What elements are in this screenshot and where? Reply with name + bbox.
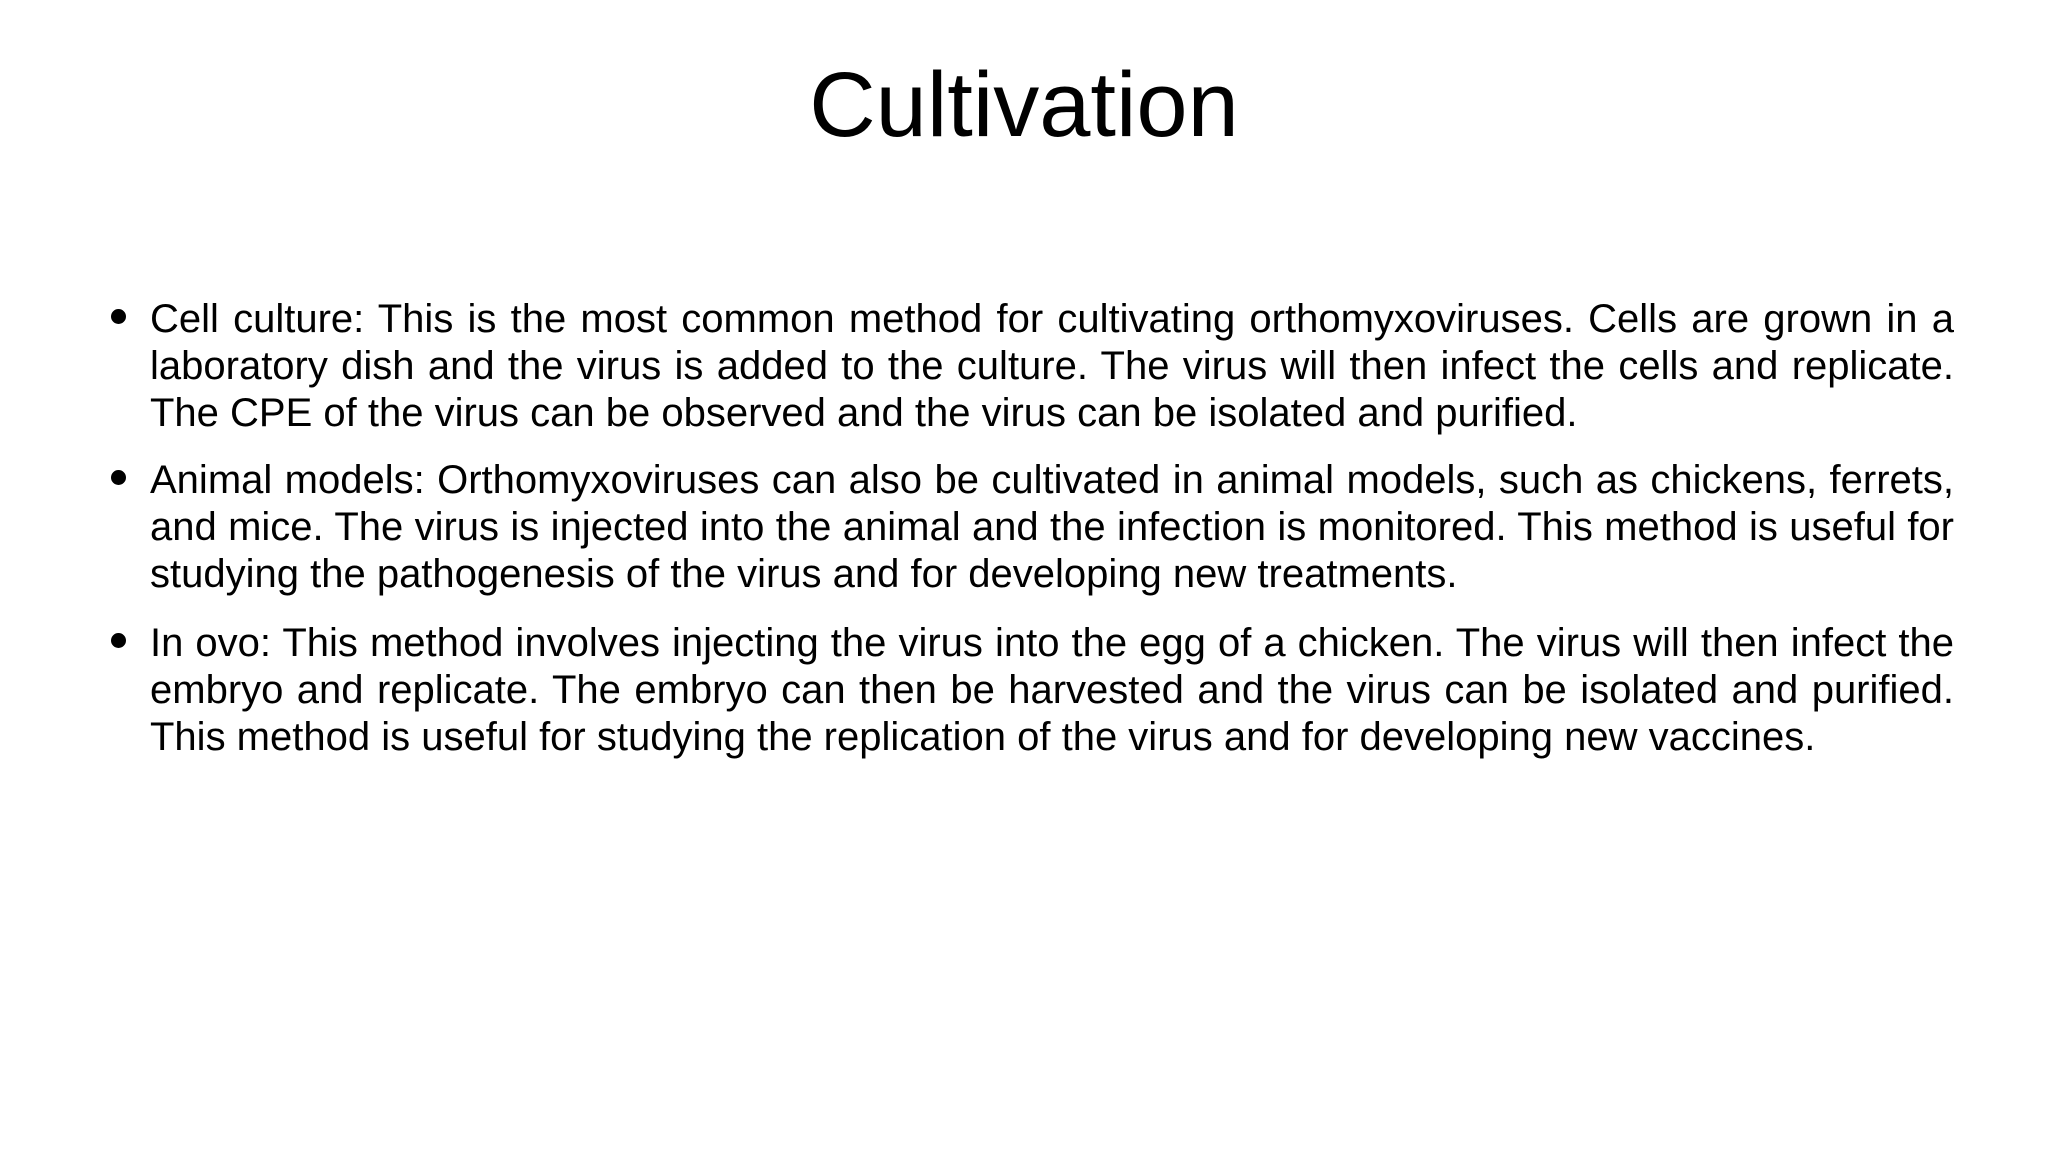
bullet-item-animal-models: [108, 457, 1954, 598]
bullet-text: In ovo: This method involves injecting the virus into the egg of a chicken. The virus will then infect the embryo and replicate. The embryo can then be harvested and the virus can be isolated and purified. This method is useful for studying the replication of the virus and for developing new vaccines.: [150, 621, 1954, 759]
bullet-icon: [111, 470, 126, 485]
bullet-icon: [111, 633, 126, 648]
bullet-text: Animal models: Orthomyxoviruses can also be cultivated in animal models, such as chickens, ferrets, and mice. The virus is injected into the animal and the infection is monitored. This method is useful for studying the pathogenesis of the virus and for developing new treatments.: [150, 458, 1954, 596]
bullet-icon: [111, 309, 126, 324]
slide-title: Cultivation: [809, 54, 1239, 156]
bullet-list: [108, 296, 1954, 781]
bullet-item-in-ovo: [108, 620, 1954, 761]
bullet-item-cell-culture: [108, 296, 1954, 437]
bullet-text: Cell culture: This is the most common method for cultivating orthomyxoviruses. Cells are grown in a laboratory dish and the virus is added to the culture. The virus will then infect the cells and replicate. The CPE of the virus can be observed and the virus can be isolated and purified.: [150, 297, 1954, 435]
